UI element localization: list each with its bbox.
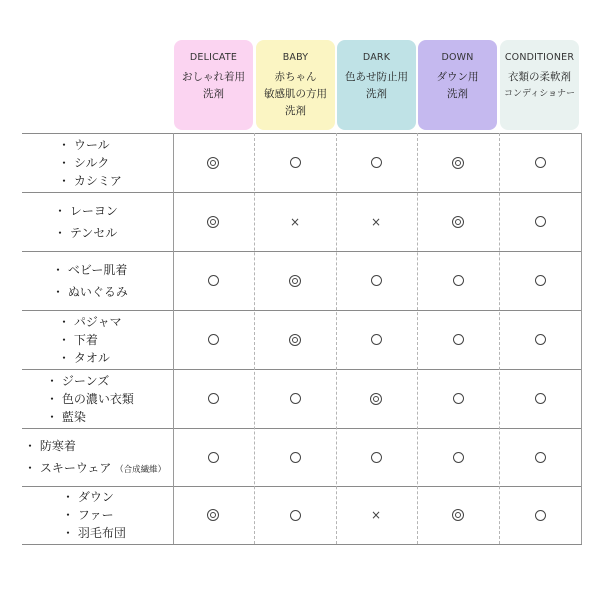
circle-icon [203, 389, 223, 409]
header-delicate-label: おしゃれ着用 [182, 71, 245, 83]
circle-icon [448, 389, 468, 409]
header-conditioner-label: コンディショナー [503, 89, 576, 99]
header-dark [337, 40, 416, 130]
circle-icon [203, 330, 223, 350]
fabric-item: ・ ぬいぐるみ [52, 284, 128, 299]
double-circle-icon [285, 330, 305, 350]
header-delicate-en: DELICATE [189, 52, 238, 63]
header-delicate [174, 40, 253, 130]
fabric-item: ・ 藍染 [46, 409, 86, 424]
row-divider [22, 133, 582, 134]
double-circle-icon [203, 212, 223, 232]
fabric-item: ・ ファー [62, 508, 114, 522]
header-conditioner [500, 40, 579, 130]
header-down-label: 洗剤 [447, 88, 468, 100]
fabric-item: ・ スキーウェア （合成繊維） [24, 461, 167, 475]
circle-icon [448, 271, 468, 291]
circle-icon [203, 447, 223, 467]
fabric-note: （合成繊維） [115, 465, 167, 475]
double-circle-icon [203, 153, 223, 173]
circle-icon [285, 153, 305, 173]
header-down [418, 40, 497, 130]
cross-mark-glyph: × [370, 508, 382, 522]
header-down-en: DOWN [441, 52, 474, 63]
row-items-jeans-dark-clothes-indigo [46, 372, 134, 426]
circle-icon [530, 389, 550, 409]
circle-icon [448, 447, 468, 467]
circle-icon [285, 505, 305, 525]
fabric-item: ・ 下着 [58, 332, 98, 347]
row-divider [22, 192, 582, 193]
row-items-wool-silk-cashmere [58, 136, 122, 190]
header-baby-label: 敏感肌の方用 [264, 88, 327, 100]
fabric-item: ・ レーヨン [54, 203, 118, 218]
cross-mark-icon [366, 212, 386, 232]
fabric-item: ・ シルク [58, 155, 110, 170]
header-baby-label: 洗剤 [285, 105, 306, 117]
double-circle-icon [448, 212, 468, 232]
column-divider [336, 133, 337, 544]
cross-mark-glyph: × [289, 214, 301, 229]
row-divider [22, 428, 582, 429]
cross-mark-glyph: × [370, 214, 382, 229]
header-delicate-label: 洗剤 [203, 88, 224, 100]
fabric-item: ・ 防寒着 [24, 439, 76, 453]
column-divider [581, 133, 582, 544]
circle-icon [530, 212, 550, 232]
header-dark-label: 色あせ防止用 [345, 71, 408, 83]
row-items-pajamas-underwear-towels [58, 313, 122, 367]
row-items-baby-clothes-stuffed-toys [52, 259, 128, 303]
circle-icon [530, 271, 550, 291]
circle-icon [530, 447, 550, 467]
header-dark-label: 洗剤 [366, 88, 387, 100]
row-items-down-fur-duvet [62, 488, 126, 542]
double-circle-icon [448, 505, 468, 525]
fabric-item: ・ タオル [58, 350, 110, 365]
double-circle-icon [285, 271, 305, 291]
cross-mark-icon [366, 505, 386, 525]
row-divider [22, 486, 582, 487]
circle-icon [366, 271, 386, 291]
column-divider [499, 133, 500, 544]
cross-mark-icon [285, 212, 305, 232]
circle-icon [448, 330, 468, 350]
row-divider [22, 544, 582, 545]
header-conditioner-en: CONDITIONER [504, 52, 575, 63]
row-items-cold-weather-ski-wear [24, 435, 166, 481]
fabric-item: ・ カシミア [58, 173, 122, 188]
header-baby-label: 赤ちゃん [274, 71, 317, 83]
fabric-item: ・ パジャマ [58, 314, 122, 329]
column-divider [254, 133, 255, 544]
fabric-item: ・ 羽毛布団 [62, 526, 126, 540]
header-dark-en: DARK [362, 52, 391, 63]
header-conditioner-label: 衣類の柔軟剤 [508, 71, 571, 83]
circle-icon [366, 447, 386, 467]
fabric-item: ・ 色の濃い衣類 [46, 391, 134, 406]
header-baby-en: BABY [282, 52, 309, 63]
row-divider [22, 369, 582, 370]
double-circle-icon [448, 153, 468, 173]
header-baby [256, 40, 335, 130]
fabric-item: ・ ウール [58, 137, 110, 152]
fabric-item: ・ ベビー肌着 [52, 262, 128, 277]
circle-icon [366, 330, 386, 350]
circle-icon [530, 330, 550, 350]
column-divider [173, 133, 174, 544]
row-divider [22, 310, 582, 311]
double-circle-icon [203, 505, 223, 525]
double-circle-icon [366, 389, 386, 409]
circle-icon [530, 505, 550, 525]
column-divider [417, 133, 418, 544]
circle-icon [530, 153, 550, 173]
circle-icon [285, 447, 305, 467]
circle-icon [366, 153, 386, 173]
header-down-label: ダウン用 [436, 71, 479, 83]
fabric-item: ・ ジーンズ [46, 373, 110, 388]
circle-icon [203, 271, 223, 291]
fabric-item: ・ テンセル [54, 225, 118, 240]
fabric-item: ・ ダウン [62, 490, 114, 504]
row-items-rayon-tencel [54, 200, 118, 244]
row-divider [22, 251, 582, 252]
circle-icon [285, 389, 305, 409]
